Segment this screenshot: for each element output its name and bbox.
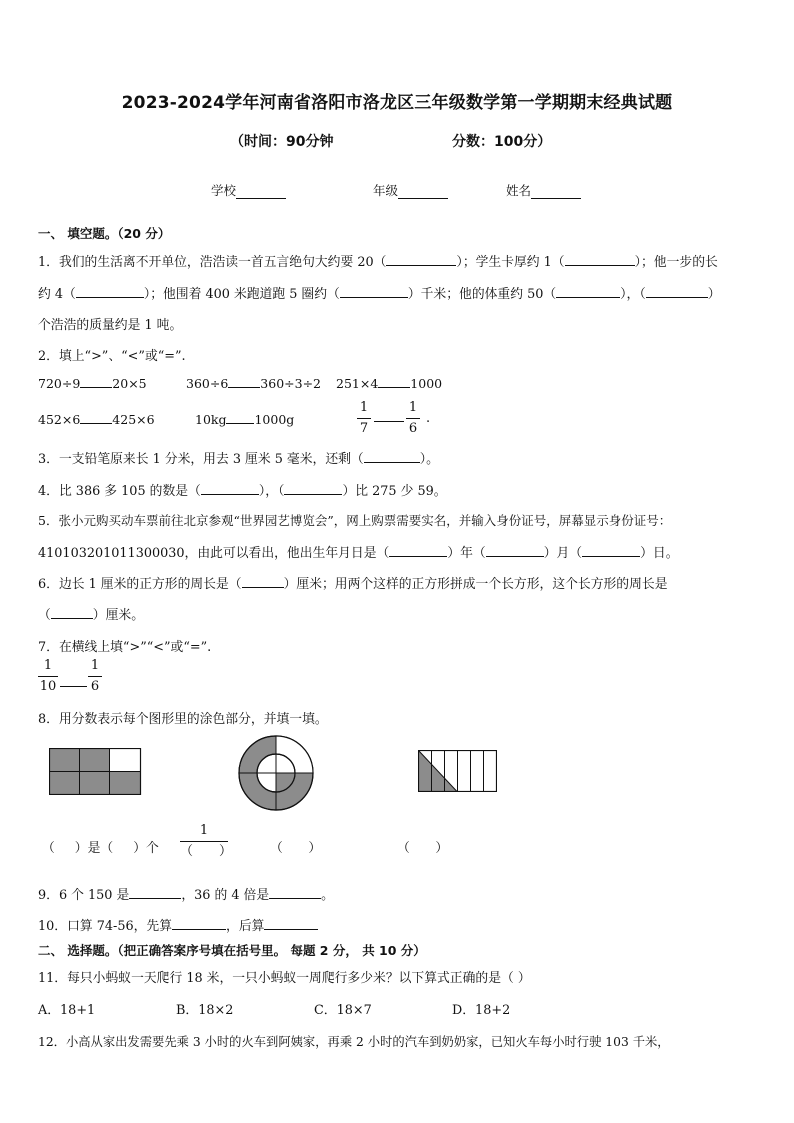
grid-cell-empty (110, 749, 141, 772)
question-2-stem: 2．填上“>”、“<”或“=”. (38, 349, 186, 364)
q1-blank-1 (386, 253, 456, 266)
q1-text-a: 1．我们的生活离不开单位，浩浩读一首五言绝句大约要 20（ (38, 255, 387, 270)
q2-b-blank (228, 375, 260, 388)
q2-f-den2: 6 (408, 421, 418, 436)
section-1-heading: 一、 填空题。（20 分） (38, 226, 171, 241)
q3-text-b: ）。 (419, 452, 439, 467)
figure-rectangle-grid (49, 748, 142, 795)
fraction-bar (38, 676, 58, 677)
q8-a3: ）个 (133, 841, 159, 856)
q5-blank-1 (389, 544, 447, 557)
q1-text-h: ） (707, 287, 721, 302)
q2-a-blank (80, 375, 112, 388)
q7-fraction-right (88, 658, 102, 695)
q2-e-left: 10kg (195, 412, 227, 427)
q2-d-right: 425×6 (112, 412, 155, 427)
q5-text-d: ）日。 (640, 546, 679, 561)
q2-e-right: 1000g (254, 412, 295, 427)
question-9 (38, 884, 334, 903)
grid-cell-shaded (80, 772, 110, 795)
question-3 (38, 448, 439, 467)
q2-fraction-left (357, 400, 371, 437)
question-11-stem: 11．每只小蚂蚁一天爬行 18 米，一只小蚂蚁一周爬行多少米？以下算式正确的是（ ） (38, 971, 531, 986)
school-blank (236, 186, 286, 199)
grade-label: 年级 (373, 183, 399, 198)
q2-f-num1: 1 (359, 400, 369, 415)
q2-b-left: 360÷6 (186, 376, 229, 391)
q6-blank-2 (51, 606, 93, 619)
q8-answer-1 (42, 837, 159, 856)
q9-text-a: 9．6 个 150 是 (38, 888, 130, 903)
exam-time: （时间：90分钟 (230, 134, 334, 150)
q4-text-a: 4．比 386 多 105 的数是（ (38, 484, 201, 499)
q10-blank-1 (172, 917, 226, 930)
q8-a1: （ (42, 841, 55, 856)
q2-item-b (186, 375, 321, 391)
grid-cell-shaded (50, 772, 80, 795)
q2-c-blank (378, 375, 410, 388)
q2-item-a (38, 375, 147, 391)
question-5-line-2 (38, 542, 678, 561)
q8-a2: ）是（ (74, 841, 114, 856)
q3-text-a: 3．一支铅笔原来长 1 分米，用去 3 厘米 5 毫米，还剩（ (38, 452, 364, 467)
figure-target-circle (238, 735, 314, 811)
q2-f-blank (374, 421, 404, 422)
q4-blank-2 (284, 482, 342, 495)
q2-f-end: . (426, 411, 431, 426)
question-6-line-2 (38, 604, 144, 623)
q6-blank-1 (242, 575, 284, 588)
q5-blank-3 (582, 544, 640, 557)
grid-cell-shaded (80, 749, 110, 772)
q7-num2: 1 (90, 658, 100, 673)
q11-option-c: C．18×7 (314, 1003, 372, 1018)
q4-text-b: ），（ (258, 484, 285, 499)
fraction-bar (357, 418, 371, 419)
q1-blank-6 (646, 285, 708, 298)
q2-b-right: 360÷3÷2 (260, 376, 322, 391)
q7-den1: 10 (39, 679, 57, 694)
q1-text-b: ）；学生卡厚约 1（ (456, 255, 565, 270)
q2-d-blank (80, 411, 112, 424)
q2-c-right: 1000 (410, 376, 443, 391)
question-7-stem: 7．在横线上填“>”“<”或“=”. (38, 640, 212, 655)
q11-option-a: A．18+1 (38, 1003, 96, 1018)
q6-text-d: ）厘米。 (92, 608, 144, 623)
name-field (506, 181, 581, 199)
q5-text-a: 410103201011300030，由此可以看出，他出生年月日是（ (38, 546, 390, 561)
q7-fraction-left (38, 658, 58, 695)
q10-blank-2 (264, 917, 318, 930)
q5-blank-2 (486, 544, 544, 557)
q8-answer-2: （ ） (270, 841, 322, 856)
question-12-stem: 12．小高从家出发需要先乘 3 小时的火车到阿姨家，再乘 2 小时的汽车到奶奶家，已知火车每小时行驶 103 千米， (38, 1035, 670, 1049)
fraction-bar (88, 676, 102, 677)
q1-text-e: ）；他围着 400 米跑道跑 5 圈约（ (143, 287, 340, 302)
q7-num1: 1 (43, 658, 53, 673)
q4-blank-1 (201, 482, 259, 495)
question-10 (38, 915, 318, 934)
question-1-line-2 (38, 283, 721, 302)
q2-e-blank (226, 411, 254, 424)
q5-text-b: ）年（ (447, 546, 486, 561)
name-label: 姓名 (506, 183, 532, 198)
q2-c-left: 251×4 (336, 376, 379, 391)
q1-blank-4 (340, 285, 408, 298)
q8-frac-num: 1 (199, 823, 209, 838)
grid-cell-shaded (110, 772, 141, 795)
q4-text-c: ）比 275 少 59。 (342, 484, 447, 499)
q5-text-c: ）月（ (543, 546, 583, 561)
q1-text-f: ）千米；他的体重约 50（ (407, 287, 557, 302)
question-8-stem: 8．用分数表示每个图形里的涂色部分，并填一填。 (38, 712, 328, 727)
q2-item-c (336, 375, 442, 391)
name-blank (531, 186, 581, 199)
q10-text-b: ，后算 (226, 919, 265, 934)
school-label: 学校 (211, 183, 237, 198)
q9-text-c: 。 (321, 888, 334, 903)
q6-text-b: ）厘米；用两个这样的正方形拼成一个长方形，这个长方形的周长是 (283, 577, 668, 592)
q1-text-d: 约 4（ (38, 287, 76, 302)
q2-a-right: 20×5 (112, 376, 147, 391)
question-6-line-1 (38, 573, 667, 592)
q2-d-left: 452×6 (38, 412, 81, 427)
q2-f-den1: 7 (359, 421, 369, 436)
q3-blank (364, 450, 420, 463)
q1-text-g: ），（ (620, 287, 646, 302)
q2-item-d (38, 411, 155, 427)
page-title: 2023-2024学年河南省洛阳市洛龙区三年级数学第一学期期末经典试题 (121, 93, 673, 113)
school-field (211, 181, 286, 199)
section-2-heading: 二、 选择题。（把正确答案序号填在括号里。 每题 2 分， 共 10 分） (38, 943, 426, 958)
q11-option-d: D．18+2 (452, 1003, 511, 1018)
q8-unit-fraction (180, 823, 233, 860)
q9-blank-2 (269, 886, 321, 899)
q6-text-a: 6．边长 1 厘米的正方形的周长是（ (38, 577, 242, 592)
q9-blank-1 (129, 886, 181, 899)
q8-answer-3: （ ） (397, 841, 449, 856)
q2-item-e (195, 411, 294, 427)
exam-score: 分数：100分） (452, 134, 552, 150)
question-5-line-1: 5．张小元购买动车票前往北京参观“世界园艺博览会”，网上购票需要实名，并输入身份证号，屏幕显示身份证号： (38, 513, 672, 528)
q9-text-b: ，36 的 4 倍是 (181, 888, 270, 903)
grid-cell-shaded (50, 749, 80, 772)
question-1-line-1 (38, 251, 718, 270)
grade-field (373, 181, 448, 199)
q6-text-c: （ (38, 608, 51, 623)
q1-blank-3 (76, 285, 144, 298)
fraction-bar (406, 418, 420, 419)
q1-blank-5 (556, 285, 620, 298)
q7-den2: 6 (90, 679, 100, 694)
figure-striped-rectangle (418, 750, 497, 792)
fraction-bar (180, 841, 228, 842)
q2-a-left: 720÷9 (38, 376, 81, 391)
question-4 (38, 480, 447, 499)
q1-blank-2 (565, 253, 635, 266)
q2-fraction-right (406, 400, 420, 437)
question-1-line-3: 个浩浩的质量约是 1 吨。 (38, 318, 183, 333)
q10-text-a: 10．口算 74-56，先算 (38, 919, 173, 934)
grade-blank (398, 186, 448, 199)
q7-blank (60, 686, 87, 687)
q8-frac-den: （ ） (180, 844, 233, 859)
q11-option-b: B．18×2 (176, 1003, 234, 1018)
q2-f-num2: 1 (408, 400, 418, 415)
q1-text-c: ）；他一步的长 (634, 255, 718, 270)
